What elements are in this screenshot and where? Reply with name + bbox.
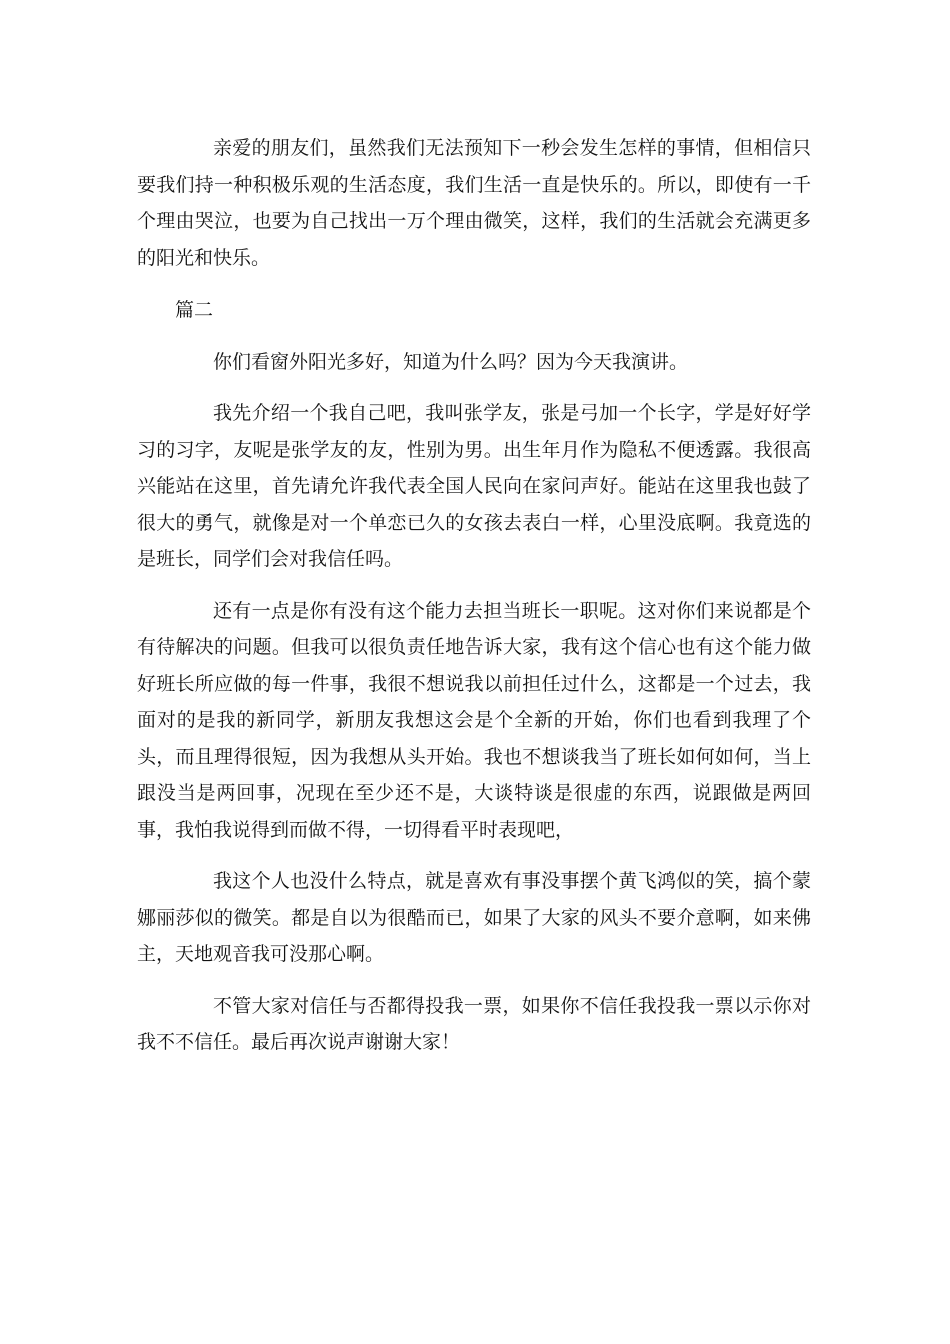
paragraph-self-introduction: 我先介绍一个我自己吧，我叫张学友，张是弓加一个长字，学是好好学习的习字，友呢是张学友的友，性别为男。出生年月作为隐私不便透露。我很高兴能站在这里，首先请允许我代表全国人民向在家问声好。能站在这里我也鼓了很大的勇气，就像是对一个单恋已久的女孩去表白一样，心里没底啊。我竟选的是班长，同学们会对我信任吗。 xyxy=(137,402,811,570)
document-body xyxy=(137,130,811,1061)
paragraph-intro: 你们看窗外阳光多好，知道为什么吗？因为今天我演讲。 xyxy=(213,350,689,373)
paragraph-ability: 还有一点是你有没有这个能力去担当班长一职呢。这对你们来说都是个有待解决的问题。但我可以很负责任地告诉大家，我有这个信心也有这个能力做好班长所应做的每一件事，我很不想说我以前担任过什么，这都是一个过去，我面对的是我的新同学，新朋友我想这会是个全新的开始，你们也看到我理了个头，而且理得很短，因为我想从头开始。我也不想谈我当了班长如何如何，当上跟没当是两回事，况现在至少还不是，大谈特谈是很虚的东西，说跟做是两回事，我怕我说得到而做不得，一切得看平时表现吧， xyxy=(137,599,811,841)
paragraph-closing-1: 亲爱的朋友们，虽然我们无法预知下一秒会发生怎样的事情，但相信只要我们持一种积极乐观的生活态度，我们生活一直是快乐的。所以，即使有一千个理由哭泣，也要为自己找出一万个理由微笑，这样，我们的生活就会充满更多的阳光和快乐。 xyxy=(137,137,811,269)
paragraph-personality: 我这个人也没什么特点，就是喜欢有事没事摆个黄飞鸿似的笑，搞个蒙娜丽莎似的微笑。都是自以为很酷而已，如果了大家的风头不要介意啊，如来佛主，天地观音我可没那心啊。 xyxy=(137,870,811,965)
paragraph-closing-2: 不管大家对信任与否都得投我一票，如果你不信任我投我一票以示你对我不不信任。最后再次说声谢谢大家！ xyxy=(137,994,811,1053)
section-heading: 篇二 xyxy=(175,299,214,321)
